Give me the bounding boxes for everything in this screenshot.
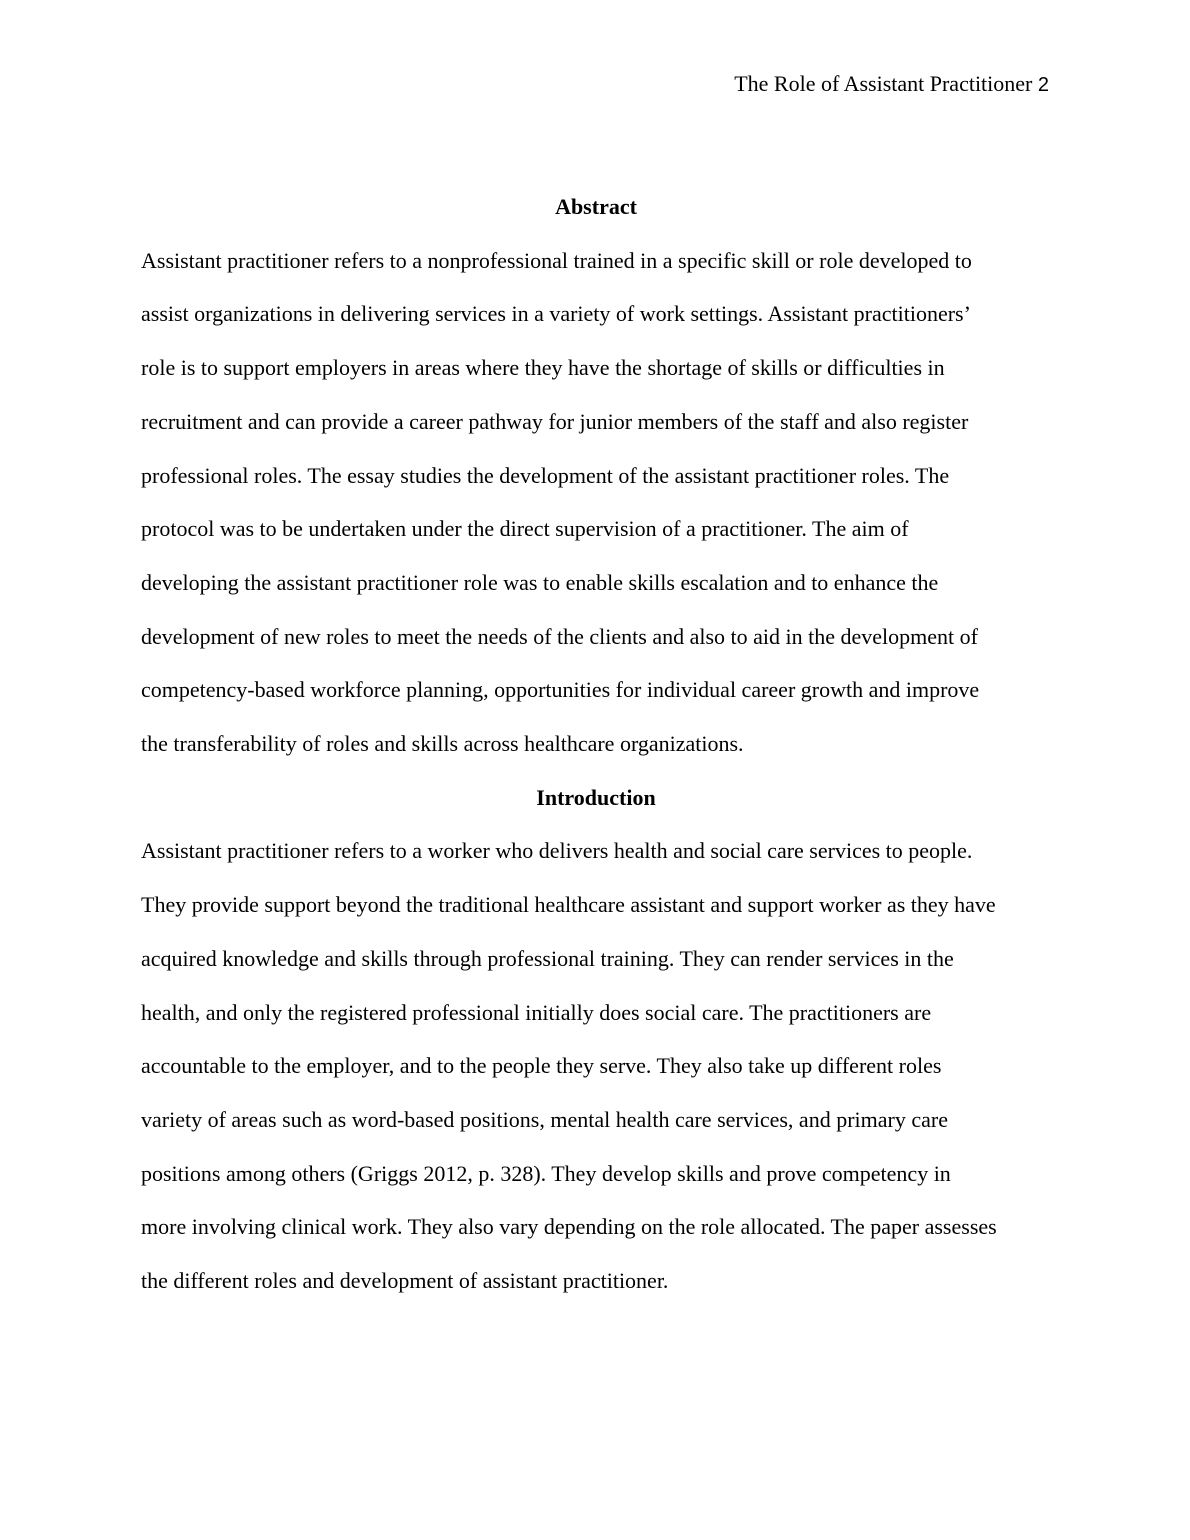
- text-line: variety of areas such as word-based positions, mental health care services, and primary care: [141, 1106, 948, 1132]
- text-line: professional roles. The essay studies the development of the assistant practitioner roles. The: [141, 462, 950, 488]
- document-body: [141, 180, 1051, 1308]
- text-line: the different roles and development of assistant practitioner.: [141, 1268, 669, 1294]
- text-line: health, and only the registered professional initially does social care. The practitioners are: [141, 999, 932, 1025]
- text-line: acquired knowledge and skills through professional training. They can render services in the: [141, 945, 954, 971]
- running-head: [734, 70, 1049, 99]
- abstract-paragraph: [141, 234, 1051, 771]
- page-number: 2: [1037, 74, 1049, 96]
- text-line: recruitment and can provide a career pathway for junior members of the staff and also register: [141, 408, 969, 434]
- text-line: accountable to the employer, and to the people they serve. They also take up different roles: [141, 1053, 942, 1079]
- text-line: role is to support employers in areas where they have the shortage of skills or difficulties in: [141, 355, 945, 381]
- text-line: assist organizations in delivering services in a variety of work settings. Assistant practitioners’: [141, 301, 971, 327]
- text-line: competency-based workforce planning, opportunities for individual career growth and improve: [141, 677, 980, 703]
- running-title: The Role of Assistant Practitioner: [734, 71, 1033, 96]
- abstract-heading: Abstract: [555, 194, 637, 219]
- text-line: developing the assistant practitioner role was to enable skills escalation and to enhance the: [141, 569, 939, 595]
- text-line: positions among others (Griggs 2012, p. 328). They develop skills and prove competency in: [141, 1160, 951, 1186]
- text-line: the transferability of roles and skills across healthcare organizations.: [141, 731, 744, 757]
- text-line: development of new roles to meet the needs of the clients and also to aid in the development of: [141, 623, 978, 649]
- text-line: Assistant practitioner refers to a worker who delivers health and social care services to people.: [141, 838, 973, 864]
- text-line: more involving clinical work. They also vary depending on the role allocated. The paper assesses: [141, 1214, 997, 1240]
- text-line: Assistant practitioner refers to a nonprofessional trained in a specific skill or role developed to: [141, 247, 972, 273]
- introduction-heading: Introduction: [536, 784, 656, 810]
- text-line: They provide support beyond the traditional healthcare assistant and support worker as they have: [141, 892, 996, 918]
- introduction-paragraph: [141, 824, 1051, 1307]
- text-line: protocol was to be undertaken under the direct supervision of a practitioner. The aim of: [141, 516, 909, 542]
